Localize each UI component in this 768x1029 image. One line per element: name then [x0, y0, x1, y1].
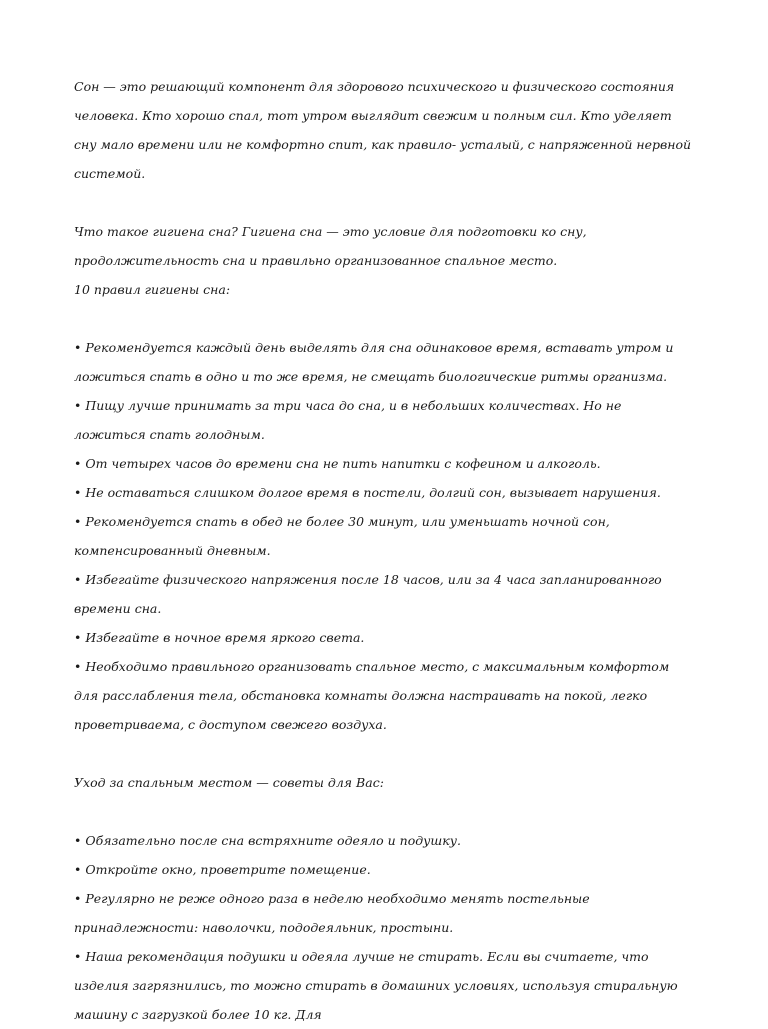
rules-heading: 10 правил гигиены сна:	[74, 282, 231, 297]
sleep-hygiene-definition: Что такое гигиена сна? Гигиена сна — это условие для подготовки ко сну, продолжительность сна и правильно организованное спальное место.	[74, 224, 587, 268]
document-page	[74, 72, 694, 1029]
list-item: • Обязательно после сна встряхните одеяло и подушку.	[74, 833, 461, 848]
list-item: • От четырех часов до времени сна не пить напитки с кофеином и алкоголь.	[74, 456, 601, 471]
list-item: • Регулярно не реже одного раза в неделю необходимо менять постельные принадлежности: наволочки, пододеяльник, простыни.	[74, 891, 590, 935]
care-tips-list	[74, 826, 694, 1029]
list-item: • Не оставаться слишком долгое время в постели, долгий сон, вызывает нарушения.	[74, 485, 661, 500]
list-item: • Пищу лучше принимать за три часа до сна, и в небольших количествах. Но не ложиться спать голодным.	[74, 398, 622, 442]
intro-paragraph: Сон — это решающий компонент для здорового психического и физического состояния человека. Кто хорошо спал, тот утром выглядит свежим и полным сил. Кто уделяет сну мало времени или не комфортно спит, как правило- усталый, с напряженной нервной системой.	[74, 79, 692, 181]
care-heading: Уход за спальным местом — советы для Вас:	[74, 775, 384, 790]
rules-list	[74, 333, 694, 739]
list-item: • Избегайте в ночное время яркого света.	[74, 630, 365, 645]
list-item: • Наша рекомендация подушки и одеяла лучше не стирать. Если вы считаете, что изделия загрязнились, то можно стирать в домашних условиях, используя стиральную машину с загрузкой более 10 кг. Для	[74, 949, 678, 1022]
spacer	[74, 797, 694, 826]
list-item: • Откройте окно, проветрите помещение.	[74, 862, 371, 877]
spacer	[74, 188, 694, 217]
list-item: • Избегайте физического напряжения после 18 часов, или за 4 часа запланированного времени сна.	[74, 572, 662, 616]
list-item: • Рекомендуется каждый день выделять для сна одинаковое время, вставать утром и ложиться спать в одно и то же время, не смещать биологические ритмы организма.	[74, 340, 674, 384]
list-item: • Рекомендуется спать в обед не более 30 минут, или уменьшать ночной сон, компенсированный дневным.	[74, 514, 610, 558]
list-item: • Необходимо правильного организовать спальное место, с максимальным комфортом для расслабления тела, обстановка комнаты должна настраивать на покой, легко проветриваема, с доступом свежего воздуха.	[74, 659, 670, 732]
spacer	[74, 739, 694, 768]
spacer	[74, 304, 694, 333]
